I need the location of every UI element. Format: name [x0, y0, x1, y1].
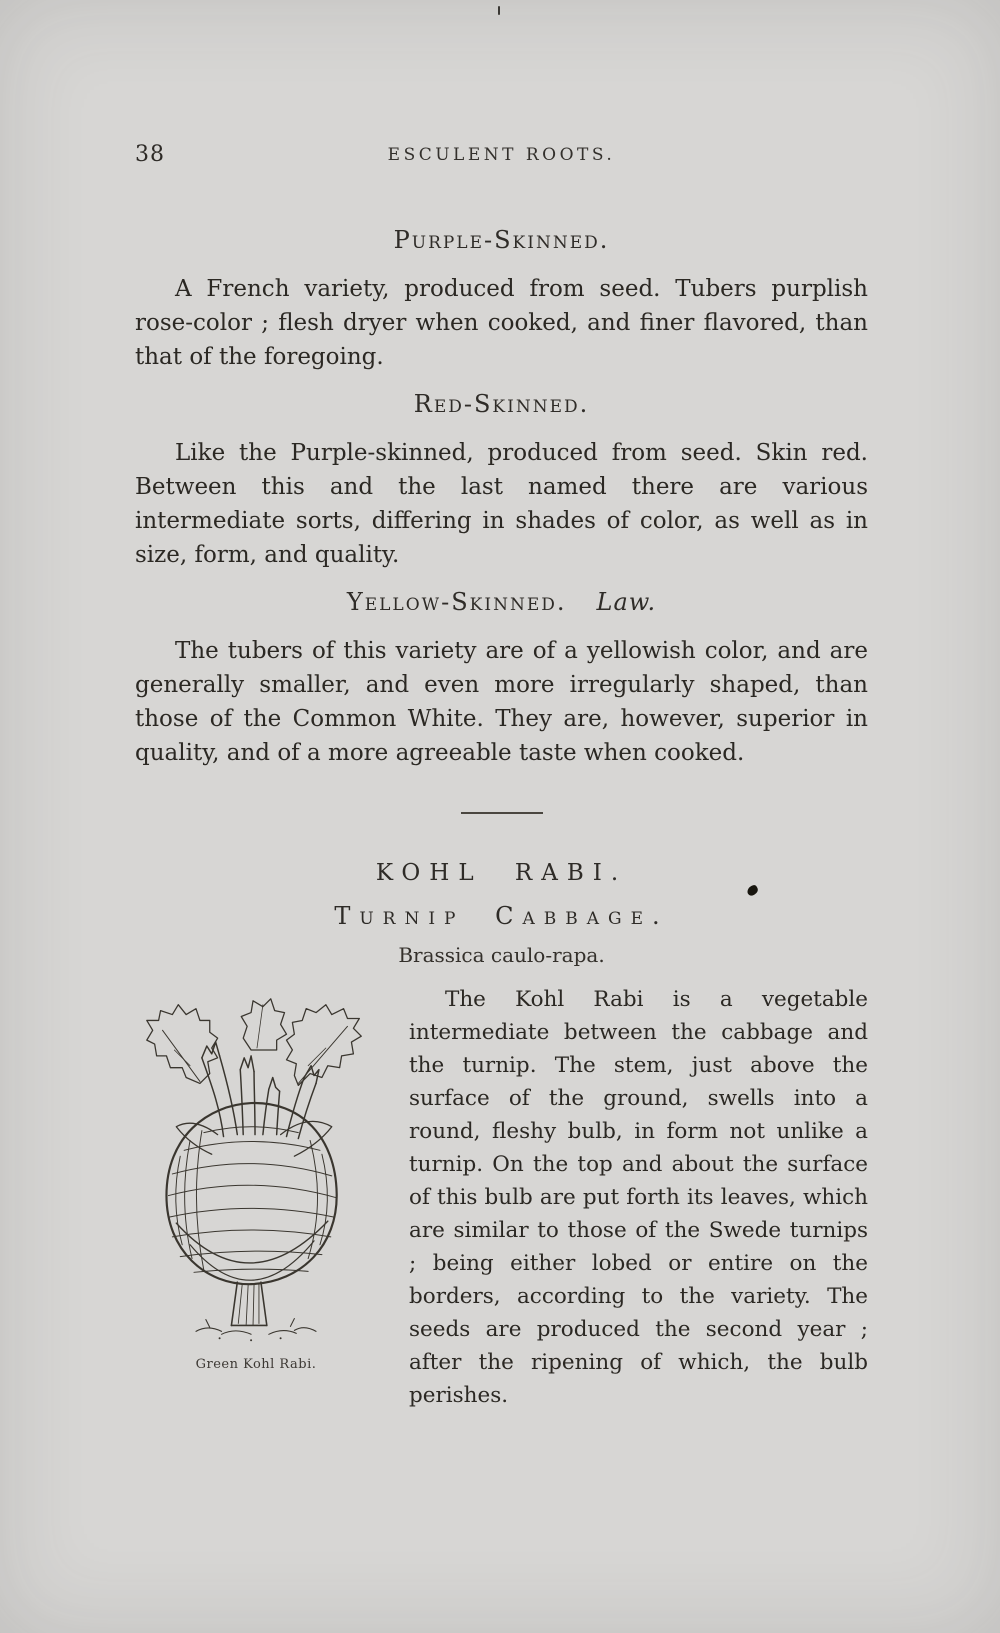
kohl-rabi-title: KOHL RABI.	[375, 860, 628, 886]
kohl-rabi-flow	[135, 983, 868, 1418]
section-heading-text: Yellow-Skinned.	[346, 588, 567, 616]
section-purple-skinned	[135, 226, 868, 374]
running-header: ESCULENT ROOTS.	[387, 145, 616, 165]
kohl-rabi-engraving	[133, 987, 379, 1353]
section-heading	[135, 588, 868, 616]
section-heading: Purple-Skinned.	[393, 226, 610, 254]
page-header	[135, 142, 868, 166]
section-yellow-skinned	[135, 588, 868, 770]
kohl-rabi-figure	[129, 987, 383, 1418]
scan-artifact-top-mark	[498, 6, 500, 15]
section-heading: Red-Skinned.	[413, 390, 590, 418]
kohl-rabi-paragraph: The Kohl Rabi is a vegetable intermediate between the cabbage and the turnip. The stem, just above the surface of the ground, swells into a round, fleshy bulb, in form not unlike a turnip. On the top and about the surface of this bulb are put forth its leaves, which are similar to those of the Swede turnips ; being either lobed or entire on the borders, according to the variety. The seeds are produced the second year ; after the ripening of which, the bulb perishes.	[409, 987, 868, 1408]
section-paragraph: The tubers of this variety are of a yellowish color, and are generally smaller, and even more irregularly shaped, than those of the Common White. They are, however, superior in quality, and of a more agreeable taste when cooked.	[135, 638, 868, 766]
latin-name: Brassica caulo-rapa.	[398, 943, 605, 967]
section-red-skinned	[135, 390, 868, 572]
kohl-rabi-subtitle: Turnip Cabbage.	[334, 902, 669, 930]
section-heading-variant: Law.	[596, 588, 657, 616]
section-paragraph: A French variety, produced from seed. Tubers purplish rose-color ; flesh dryer when cooked, and finer flavored, than that of the foregoing.	[135, 276, 868, 370]
page-number: 38	[135, 142, 165, 167]
section-paragraph: Like the Purple-skinned, produced from seed. Skin red. Between this and the last named there are various intermediate sorts, differing in shades of color, as well as in size, form, and quality.	[135, 440, 868, 568]
section-divider	[461, 812, 543, 814]
section-kohl-rabi	[135, 860, 868, 1418]
figure-caption: Green Kohl Rabi.	[195, 1357, 317, 1372]
